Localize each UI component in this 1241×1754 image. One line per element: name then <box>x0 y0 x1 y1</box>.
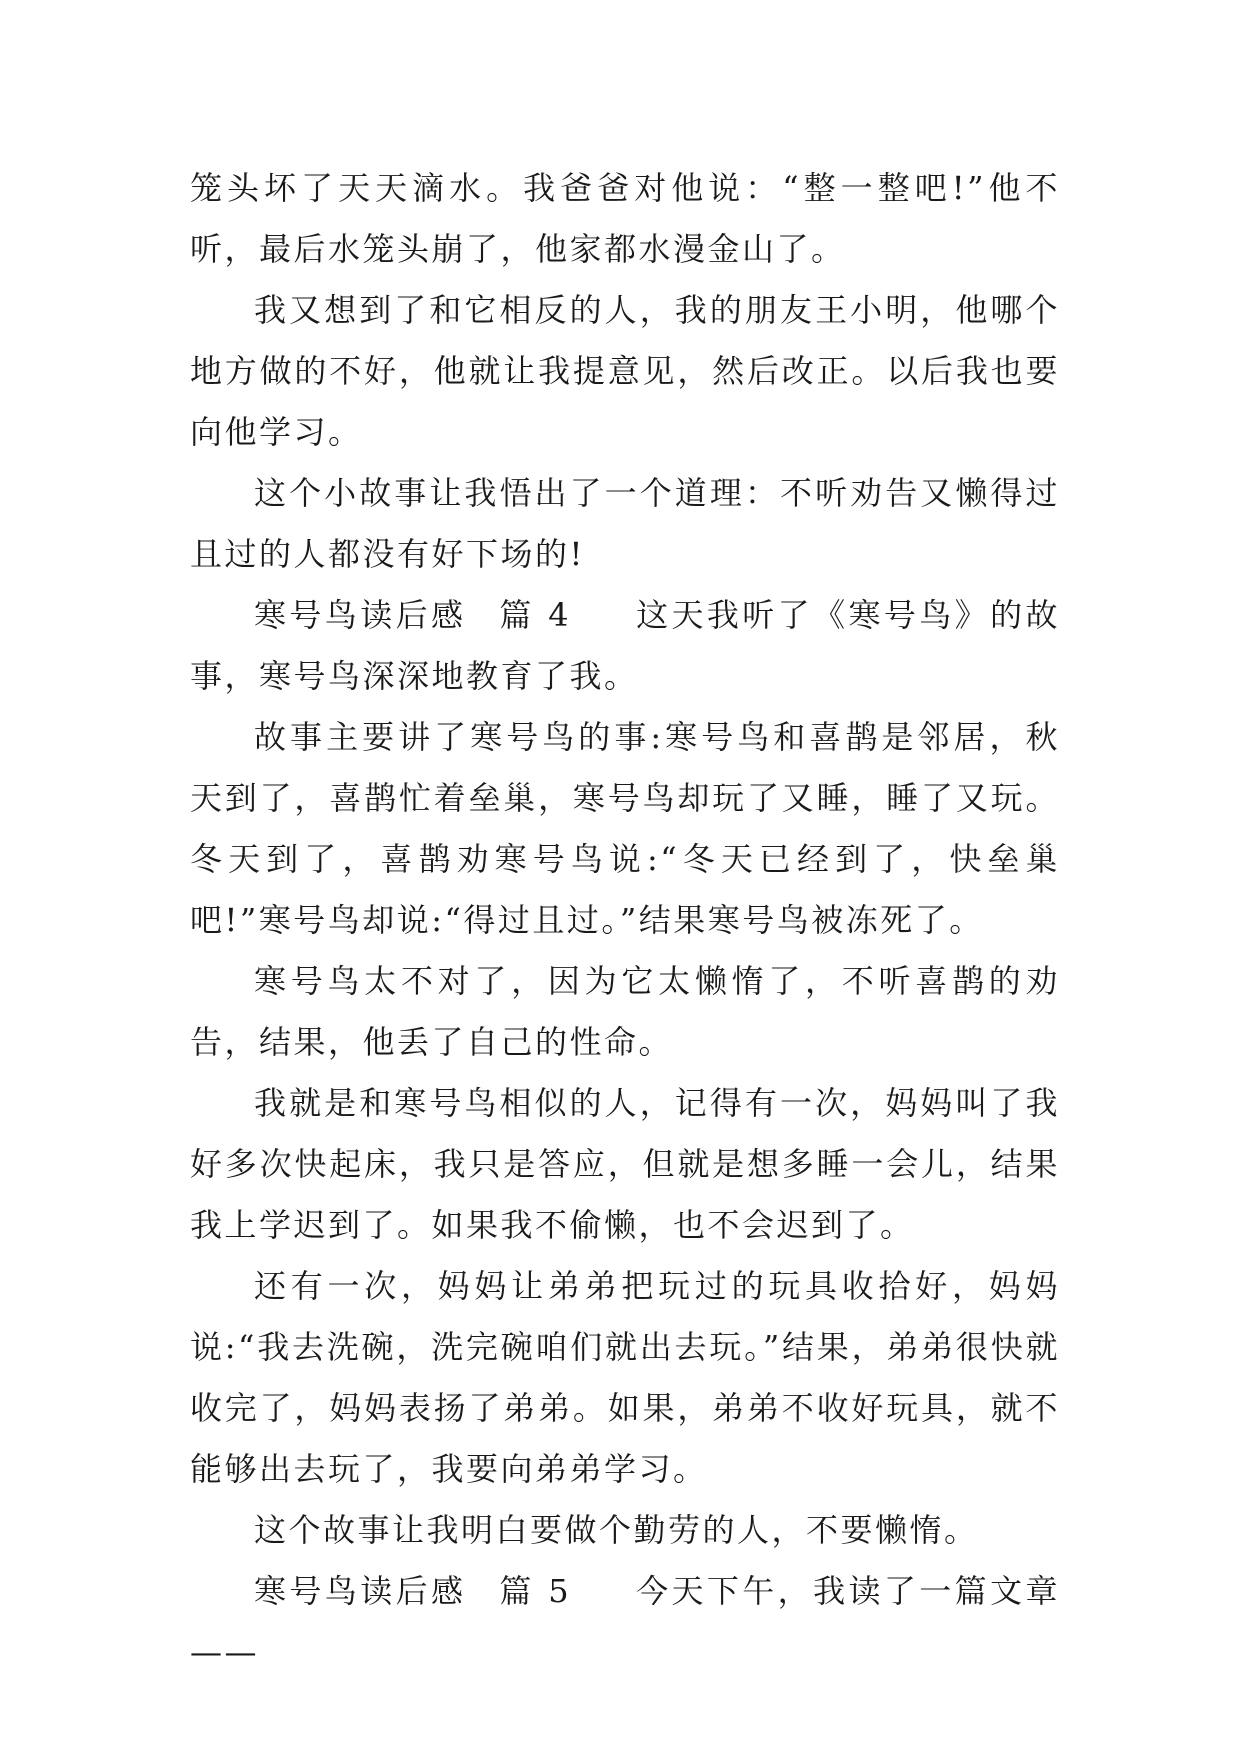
section-5-title: 寒号鸟读后感 <box>254 1572 467 1610</box>
paragraph: 还有一次，妈妈让弟弟把玩过的玩具收拾好，妈妈说:“我去洗碗，洗完碗咱们就出去玩。”结果，弟弟很快就收完了，妈妈表扬了弟弟。如果，弟弟不收好玩具，就不能够出去玩了，我要向弟弟学习。 <box>190 1267 1060 1488</box>
paragraph: 寒号鸟太不对了，因为它太懒惰了，不听喜鹊的劝告，结果，他丢了自己的性命。 <box>190 962 1060 1061</box>
paragraph: 我就是和寒号鸟相似的人，记得有一次，妈妈叫了我好多次快起床，我只是答应，但就是想多睡一会儿，结果我上学迟到了。如果我不偷懒，也不会迟到了。 <box>190 1084 1060 1244</box>
section-4-paragraph <box>190 585 1060 707</box>
section-5-number: 篇 5 <box>498 1572 572 1610</box>
paragraph: 这个小故事让我悟出了一个道理：不听劝告又懒得过且过的人都没有好下场的! <box>190 474 1060 573</box>
section-4-title: 寒号鸟读后感 <box>254 596 467 634</box>
section-5-paragraph <box>190 1561 1060 1683</box>
paragraph: 这个故事让我明白要做个勤劳的人，不要懒惰。 <box>254 1511 979 1549</box>
section-4-first-text: 这天我听了《寒号鸟》的故事，寒号鸟深深地教育了我。 <box>190 596 1060 695</box>
paragraph: 我又想到了和它相反的人，我的朋友王小明，他哪个地方做的不好，他就让我提意见，然后改正。以后我也要向他学习。 <box>190 291 1060 451</box>
paragraph: 笼头坏了天天滴水。我爸爸对他说：“整一整吧!”他不听，最后水笼头崩了，他家都水漫金山了。 <box>190 169 1060 268</box>
document-body <box>190 158 1060 1683</box>
section-4-number: 篇 4 <box>498 596 572 634</box>
section-5-first-text: 今天下午，我读了一篇文章—— <box>190 1572 1060 1671</box>
paragraph: 故事主要讲了寒号鸟的事:寒号鸟和喜鹊是邻居，秋天到了，喜鹊忙着垒巢，寒号鸟却玩了又睡，睡了又玩。冬天到了，喜鹊劝寒号鸟说:“冬天已经到了，快垒巢吧!”寒号鸟却说:“得过且过。”结果寒号鸟被冻死了。 <box>190 718 1060 939</box>
